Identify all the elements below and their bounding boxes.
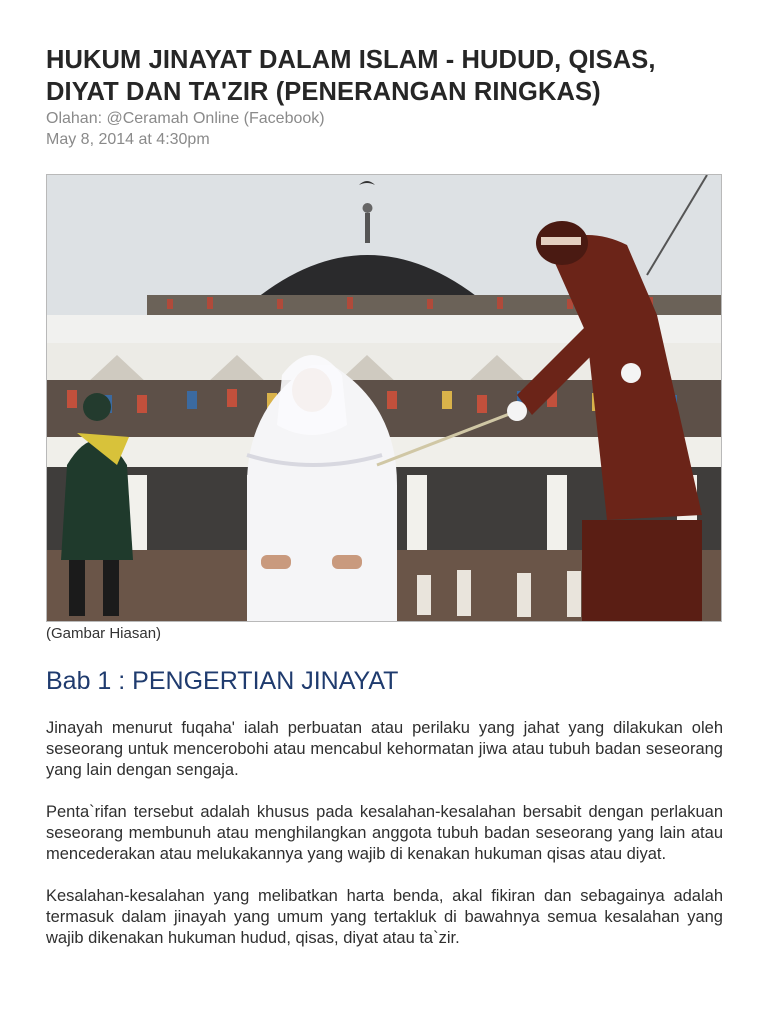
paragraph-1: Jinayah menurut fuqaha' ialah perbuatan atau perilaku yang jahat yang dilakukan oleh seseorang untuk mencerobohi atau mencabul kehormatan jiwa atau tubuh badan seseorang yang lain dengan sengaja. bbox=[46, 719, 723, 779]
article-byline: Olahan: @Ceramah Online (Facebook) bbox=[46, 110, 325, 127]
photo-illustration bbox=[47, 175, 721, 621]
article-date: May 8, 2014 at 4:30pm bbox=[46, 131, 210, 148]
article bbox=[46, 44, 723, 947]
article-body bbox=[46, 718, 723, 970]
paragraph-3: Kesalahan-kesalahan yang melibatkan harta benda, akal fikiran dan sebagainya adalah termasuk dalam jinayah yang umum yang tertakluk di bawahnya semua kesalahan yang wajib dikenakan hukuman hudud, qisas, diyat atau ta`zir. bbox=[46, 887, 723, 947]
article-title: HUKUM JINAYAT DALAM ISLAM - HUDUD, QISAS, DIYAT DAN TA'ZIR (PENERANGAN RINGKAS) bbox=[46, 46, 656, 106]
chapter-heading: Bab 1 : PENGERTIAN JINAYAT bbox=[46, 667, 399, 695]
image-caption: (Gambar Hiasan) bbox=[46, 625, 162, 642]
paragraph-2: Penta`rifan tersebut adalah khusus pada kesalahan-kesalahan bersabit dengan perlakuan seseorang membunuh atau menghilangkan anggota tubuh badan seseorang yang lain atau mencederakan atau melukakannya yang wajib di kenakan hukuman qisas atau diyat. bbox=[46, 803, 723, 863]
article-photo bbox=[46, 174, 722, 622]
